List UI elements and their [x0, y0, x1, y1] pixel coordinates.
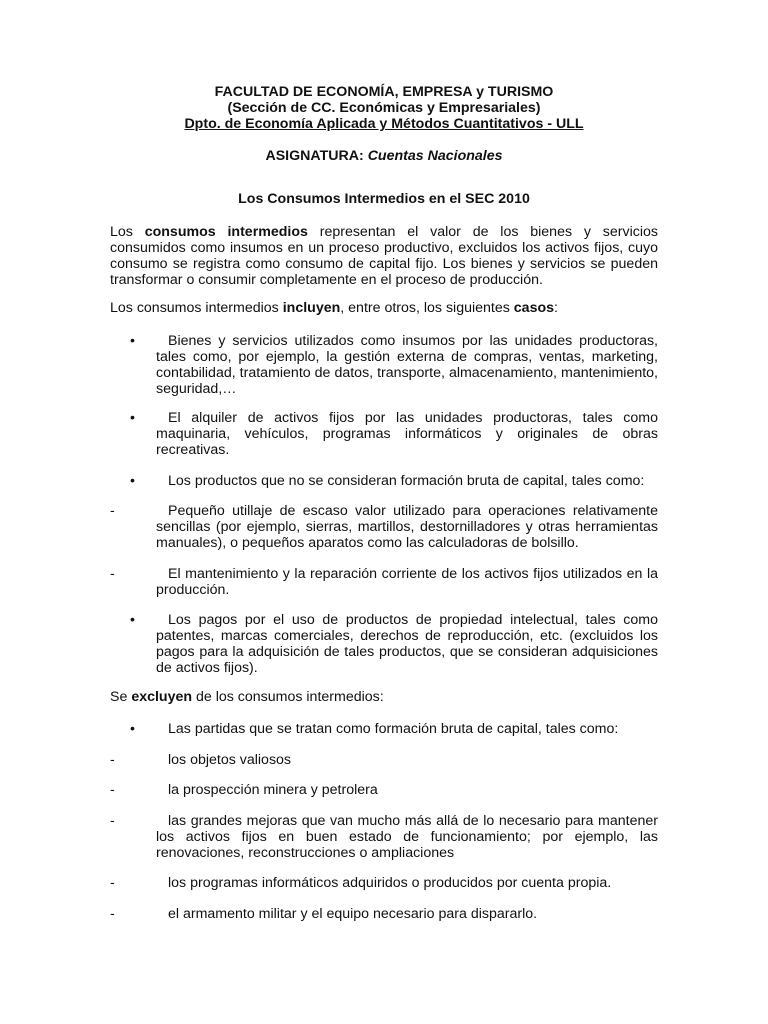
excludes-intro-text-2: de los consumos intermedios: [196, 689, 384, 705]
list-item-text: el armamento militar y el equipo necesario para dispararlo. [168, 906, 538, 922]
list-item [110, 566, 658, 598]
list-item [110, 410, 658, 458]
department-name: Dpto. de Economía Aplicada y Métodos Cuantitativos - ULL [184, 116, 584, 132]
intro-paragraph [110, 224, 658, 288]
cases-keyword: casos [513, 300, 555, 316]
list-item-text: El alquiler de activos fijos por las unidades productoras, tales como maquinaria, vehículos, programas informáticos y originales de obras recreativas. [156, 410, 658, 458]
dash-marker: - [110, 875, 115, 891]
includes-keyword: incluyen [282, 300, 341, 316]
document-title: Los Consumos Intermedios en el SEC 2010 [238, 191, 530, 207]
section-name: (Sección de CC. Económicas y Empresariales) [227, 100, 541, 116]
list-item [110, 721, 658, 737]
dash-marker: - [110, 566, 115, 582]
list-item-text: Los productos que no se consideran formación bruta de capital, tales como: [168, 473, 645, 489]
list-item [110, 782, 658, 798]
bullet-icon: • [130, 410, 135, 426]
includes-intro [110, 300, 658, 316]
bullet-icon: • [130, 473, 135, 489]
subject-name: Cuentas Nacionales [367, 148, 503, 164]
list-item [110, 503, 658, 551]
intro-text-rest: representan el valor de los bienes y servicios consumidos como insumos en un proceso productivo, excluidos los activos fijos, cuyo consumo se registra como consumo de capital fijo. Los bienes y servicios se pueden transformar o consumir completamente en el proceso de producción. [110, 224, 658, 288]
excludes-intro-text: Se [110, 689, 128, 705]
dash-marker: - [110, 782, 115, 798]
list-item-text: Los pagos por el uso de productos de propiedad intelectual, tales como patentes, marcas comerciales, derechos de reproducción, etc. (excluidos los pagos para la adquisición de tales productos, que se consideran adquisiciones de activos fijos). [156, 612, 658, 676]
includes-intro-colon: : [554, 300, 558, 316]
intro-text-start: Los [110, 224, 133, 240]
excludes-keyword: excluyen [131, 689, 193, 705]
includes-intro-text: Los consumos intermedios [110, 300, 279, 316]
faculty-name: FACULTAD DE ECONOMÍA, EMPRESA y TURISMO [214, 84, 554, 100]
list-item-text: Las partidas que se tratan como formación bruta de capital, tales como: [168, 721, 619, 737]
list-item-text: Bienes y servicios utilizados como insumos por las unidades productoras, tales como, por ejemplo, la gestión externa de compras, ventas, marketing, contabilidad, tratamiento de datos, transporte, almacenamiento, mantenimiento, seguridad,… [156, 333, 658, 397]
list-item-text: Pequeño utillaje de escaso valor utilizado para operaciones relativamente sencillas (por ejemplo, sierras, martillos, destornilladores y otras herramientas manuales), o pequeños aparatos como las calculadoras de bolsillo. [156, 503, 658, 551]
list-item [110, 752, 658, 768]
subject-label: ASIGNATURA: [265, 148, 364, 164]
bullet-icon: • [130, 721, 135, 737]
bullet-icon: • [130, 333, 135, 349]
bullet-icon: • [130, 612, 135, 628]
dash-marker: - [110, 503, 115, 519]
list-item [110, 473, 658, 489]
list-item-text: la prospección minera y petrolera [168, 782, 378, 798]
list-item [110, 333, 658, 397]
subject-line [0, 148, 768, 164]
list-item-text: El mantenimiento y la reparación corriente de los activos fijos utilizados en la producción. [156, 566, 658, 598]
list-item-text: los objetos valiosos [168, 752, 292, 768]
excludes-intro [110, 689, 658, 705]
dash-marker: - [110, 813, 115, 829]
intro-term: consumos intermedios [144, 224, 308, 240]
list-item [110, 875, 658, 891]
list-item-text: los programas informáticos adquiridos o producidos por cuenta propia. [168, 875, 612, 891]
list-item [110, 906, 658, 922]
faculty-header [0, 84, 768, 132]
dash-marker: - [110, 906, 115, 922]
list-item-text: las grandes mejoras que van mucho más allá de lo necesario para mantener los activos fijos en buen estado de funcionamiento; por ejemplo, las renovaciones, reconstrucciones o ampliaciones [156, 813, 658, 861]
includes-intro-text-2: , entre otros, los siguientes [340, 300, 510, 316]
list-item [110, 612, 658, 676]
list-item [110, 813, 658, 861]
dash-marker: - [110, 752, 115, 768]
